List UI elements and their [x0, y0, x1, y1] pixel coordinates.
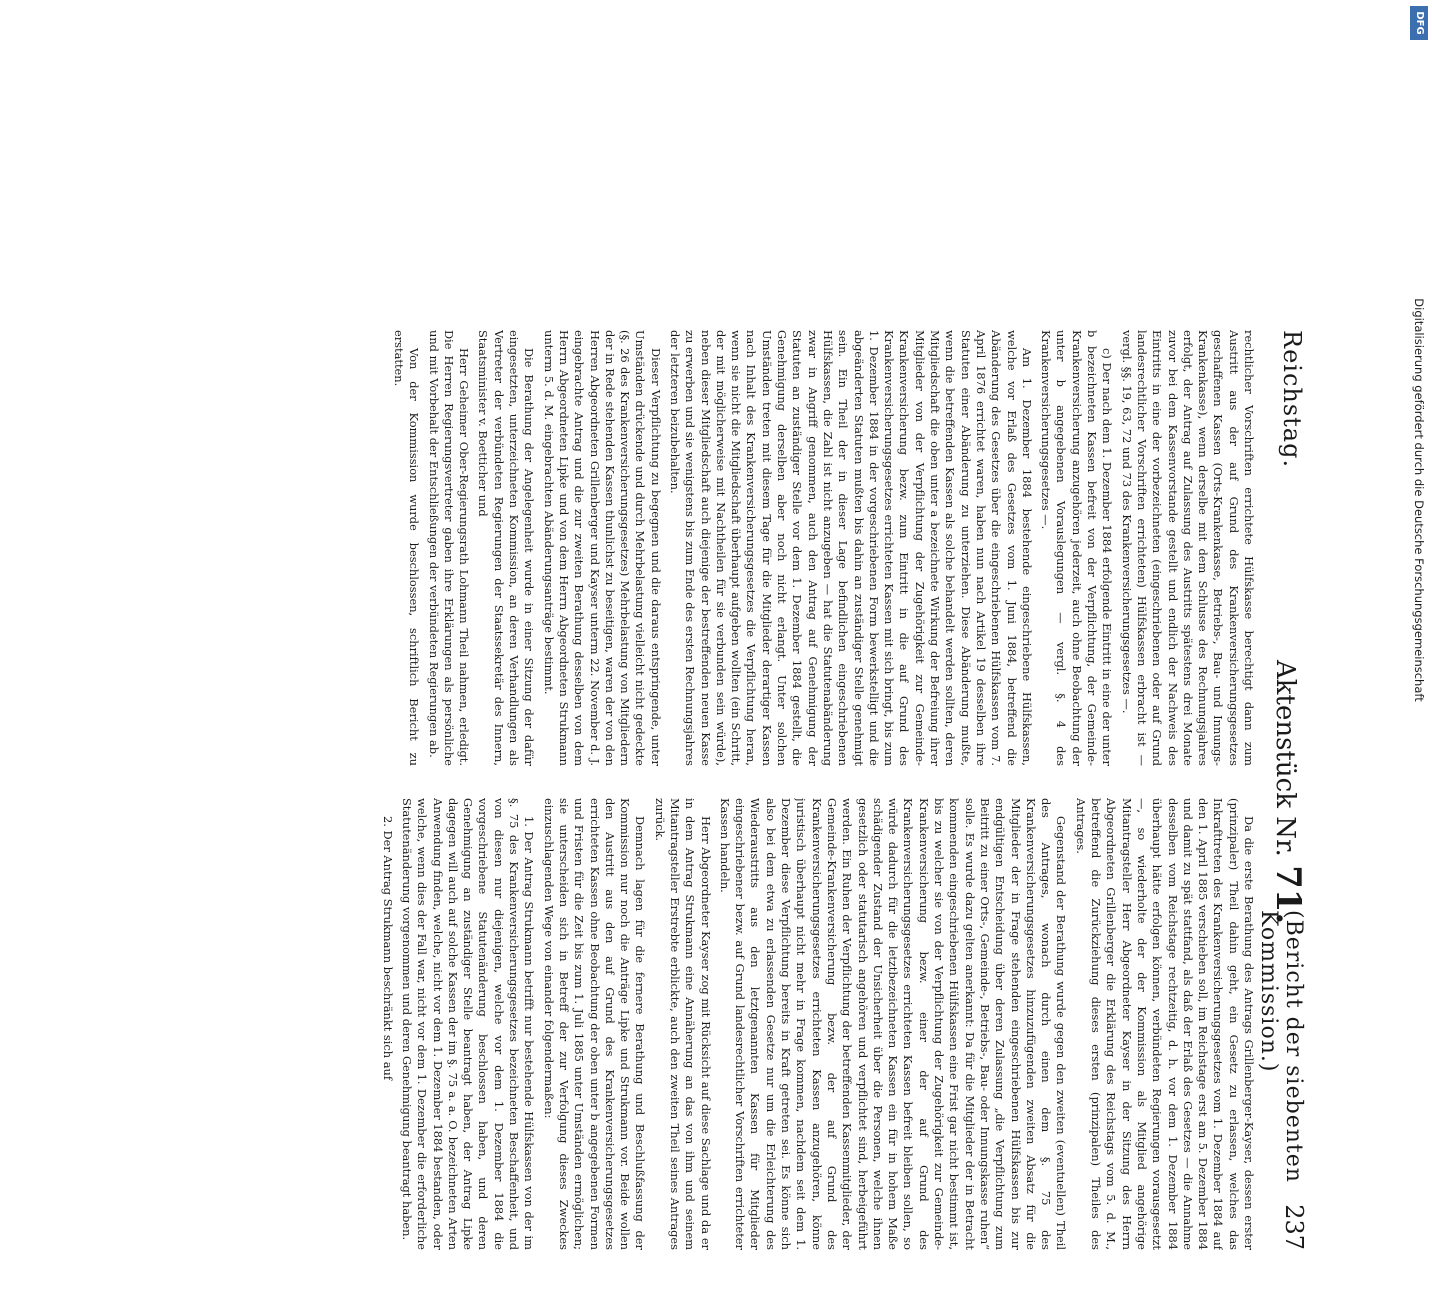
- paragraph: Da die erste Berathung des Antrags Grillenberger-Kayser, dessen erster (prinzipaler) Theil dahin geht, ein Gesetz zu erlassen, welches das Inkrafttreten des Krankenversicherungsgesetzes vom 1. Dezember 1884 auf den 1. April 1885 verschieben soll, im Reichstage erst am 5. Dezember 1884 und damit zu spät stattfand, als daß der Erlaß des Gesetzes — die Annahme desselben vom Reichstage rechtzeitig, d. h. vor dem 1. Dezember 1884 überhaupt hätte erfolgen können, verbündeten Regierungen vorausgesetzt —, so wiederholte der der Kommission als Mitglied angehörige Mitantragsteller Herr Abgeordneter Kayser in der Sitzung des Herrn Abgeordneten Grillenberger die Erklärung des Reichstags vom 5. d. M., betreffend die Zurückziehung dieses ersten (prinzipalen) Theiles des Antrages.: [1073, 798, 1256, 1250]
- digitization-note: [1408, 10, 1430, 990]
- header-document-number: 71.: [1268, 865, 1308, 925]
- paragraph: Demnach lagen für die fernere Berathung und Beschlußfassung der Kommission nur noch die Anträge Lipke und Strukmann vor. Beide wollen den Austritt aus den auf Grund des Krankenversicherungsgesetzes errichteten Kassen ohne Beobachtung der oben unter b angegebenen Formen und Fristen für die Zeit bis zum 1. Juli 1885 unter Umständen ermöglichen; sie unterscheiden sich in Betreff der zur Verfolgung dieses Zweckes einzuschlagenden Wege von einander folgendermaßen:: [541, 798, 648, 1250]
- left-column: [110, 330, 1256, 766]
- paragraph: Herr Geheimer Ober-Regierungsrath Lohmann Theil nahmen, erledigt. Die Herren Regierungsvertreter gaben ihre Erklärungen als persönliche und mit Vorbehalt der Entschließungen der verbündeten Regierungen ab.: [426, 330, 472, 766]
- paragraph: Von der Kommission wurde beschlossen, schriftlich Bericht zu erstatten.: [391, 330, 422, 766]
- page-header: [1256, 330, 1312, 1250]
- digitization-note-text: Digitalisierung gefördert durch die Deutsche Forschungsgemeinschaft: [1412, 298, 1426, 702]
- header-right: (Bericht der siebenten Kommission.): [1256, 910, 1306, 1183]
- paragraph: Herr Abgeordneter Kayser zog mit Rücksicht auf diese Sachlage und da er in dem Antrag Strukmann eine Annäherung an das von ihm und seinem Mitantragsteller Erstrebte erblickte, auch den zweiten Theil seines Antrages zurück.: [652, 798, 713, 1250]
- paragraph: Dieser Verpflichtung zu begegnen und die daraus entspringende, unter Umständen drückende und durch Mehrbelastung vielleicht nicht gedeckte (§. 26 des Krankenversicherungsgesetzes) Mehrbelastung von Mitgliedern der in Rede stehenden Kassen thunlichst zu beseitigen, waren der von den Herren Abgeordneten Grillenberger und Kayser unterm 22. November d. J. eingebrachte Antrag und die zur zweiten Berathung desselben von dem Herrn Abgeordneten Lipke und von dem Herrn Abgeordneten Strukmann unterm 5. d. M. eingebrachten Abänderungsanträge bestimmt.: [541, 330, 663, 766]
- header-left: Reichstag.: [1278, 330, 1306, 469]
- paragraph: Gegenstand der Berathung wurde gegen den zweiten (eventuellen) Theil des Antrages, wonach durch einen dem §. 75 des Krankenversicherungsgesetzes hinzuzufügenden zweiten Absatz für die Mitglieder der in Frage stehenden eingeschriebenen Hülfskassen bis zur endgültigen Entscheidung über deren Zulassung „die Verpflichtung zum Beitritt zu einer Orts-, Gemeinde-, Betriebs-, Bau- oder Innungskasse ruhen“ solle. Es wurde dazu gelten anerkannt: Da für die Mitglieder der in Betracht kommenden eingeschriebenen Hülfskassen eine Frist gar nicht bestimmt ist, bis zu welcher sie von der Verpflichtung der Zugehörigkeit zur Gemeinde-Krankenversicherung bezw. einer der auf Grund des Krankenversicherungsgesetzes errichteten Kassen befreit bleiben sollen, so würde dadurch für die letztbezeichneten Kassen ein für in hohem Maße schädigender Zustand der Unsicherheit über die Personen, welche ihnen gesetzlich oder statutarisch angehören und verpflichtet sind, herbeigeführt werden. Ein Ruhen der Verpflichtung der betreffenden Kassenmitglieder, der Gemeinde-Krankenversicherung bezw. der auf Grund des Krankenversicherungsgesetzes errichteten Kassen anzugehören, könne juristisch überhaupt nicht mehr in Frage kommen, nachdem seit dem 1. Dezember diese Verpflichtung bereits in Kraft getreten sei. Es könne sich also bei dem etwa zu erlassenden Gesetze nur um die Erleichterung des Wiederaustritts aus den letztgenannten Kassen für Mitglieder eingeschriebener bezw. auf Grund landesrechtlicher Vorschriften errichteter Kassen handeln.: [717, 798, 1069, 1250]
- paragraph: Die Berathung der Angelegenheit wurde in einer Sitzung der dafür eingesetzten, unterzeichneten Kommission, an deren Verhandlungen als Vertreter der verbündeten Regierungen der Staatssekretär des Innern, Staatsminister v. Boetticher und: [476, 330, 537, 766]
- paragraph: Am 1. Dezember 1884 bestehende eingeschriebene Hülfskassen, welche vor Erlaß des Gesetzes vom 1. Juni 1884, betreffend die Abänderung des Gesetzes über die eingeschriebenen Hülfskassen vom 7. April 1876 errichtet waren, haben nun nach Artikel 19 desselben ihre Statuten einer Abänderung zu unterziehen. Diese Abänderung mußte, wenn die betreffenden Kassen als solche behandelt werden sollten, deren Mitgliedschaft die oben unter a bezeichnete Wirkung der Befreiung ihrer Mitglieder von der Verpflichtung der Zugehörigkeit zur Gemeinde-Krankenversicherung bezw. zum Eintritt in die auf Grund des Krankenversicherungsgesetzes errichteten Kassen mit sich bringt, bis zum 1. Dezember 1884 in der vorgeschriebenen Form bewerkstelligt und die abgeänderten Statuten mußten bis dahin an zuständiger Stelle genehmigt sein. Ein Theil der in dieser Lage befindlichen eingeschriebenen Hülfskassen, die Zahl ist nicht anzugeben — hat die Statutenabänderung zwar in Angriff genommen, auch den Antrag auf Genehmigung der Statuten an zuständiger Stelle vor dem 1. Dezember 1884 gestellt, die Genehmigung derselben aber noch nicht erlangt. Unter solchen Umständen treten mit diesem Tage für die Mitglieder derartiger Kassen nach Inhalt des Krankenversicherungsgesetzes die Verpflichtung heran, wenn sie nicht die Mitgliedschaft überhaupt aufgeben wollten (ein Schritt, der mit möglicherweise mit Nachtheilen für sie verbunden sein würde), neben dieser Mitgliedschaft auch diejenige der bestreffenden neuen Kasse zu erwerben und sie wenigstens bis zum Ende des ersten Rechnungsjahres der letzteren beizubehalten.: [668, 330, 1034, 766]
- page-number: 237: [1280, 1204, 1308, 1250]
- header-document-prefix: Aktenstück Nr.: [1270, 660, 1300, 857]
- paragraph: c) Der nach dem 1. Dezember 1884 erfolgende Eintritt in eine der unter b bezeichneten Kassen befreit von der Verpflichtung, der Gemeinde-Krankenversicherung anzugehören jederzeit, auch ohne Beobachtung der unter b angegebenen Vorauslegungen — vergl. §. 4 des Krankenversicherungsgesetzes —.: [1039, 330, 1115, 766]
- paragraph: 2. Der Antrag Strukmann beschränkt sich auf: [380, 816, 395, 1081]
- header-center: [1268, 660, 1308, 924]
- scanned-page: [70, 290, 1360, 1290]
- dfg-logo-text: DFG: [1414, 11, 1425, 35]
- paragraph: 1. Der Antrag Strukmann betrifft nur bestehende Hülfskassen von der im §. 75 des Krankenversicherungsgesetzes bezeichneten Beschaffenheit, und von diesen nur diejenigen, welche vor dem 1. Dezember 1884 die vorgeschriebene Statutenänderung beschlossen haben, und deren Genehmigung an zuständiger Stelle beantragt haben, der Antrag Lipke dagegen will auch auf solche Kassen der im §. 75 a. a. O. bezeichneten Arten Anwendung finden, welche, nicht vor dem 1. Dezember 1884 bestanden, oder welche, wenn dies der Fall war, nicht vor dem 1. Dezember die erforderliche Statutenänderung vorgenommen und deren Genehmigung beantragt haben.: [399, 798, 537, 1250]
- right-column: [110, 798, 1256, 1250]
- paragraph: rechtlicher Vorschriften errichtete Hülfskasse berechtigt dann zum Austritt aus der auf Grund des Krankenversicherungsgesetzes geschaffenen Kassen (Orts-Krankenkasse, Betriebs-, Bau- und Innungs-Krankenkasse), wenn derselbe mit dem Schlusse des Rechnungsjahres erfolgt, der Antrag auf Zulassung des Austritts spätestens drei Monate zuvor bei dem Kassenvorstande gestellt und endlich der Nachweis des Eintritts in eine der vorbezeichneten (eingeschriebenen oder auf Grund landesrechtlicher Vorschriften errichteten) Hülfskassen erbracht ist — vergl. §§. 19, 63, 72 und 73 des Krankenversicherungsgesetzes —.: [1119, 330, 1256, 766]
